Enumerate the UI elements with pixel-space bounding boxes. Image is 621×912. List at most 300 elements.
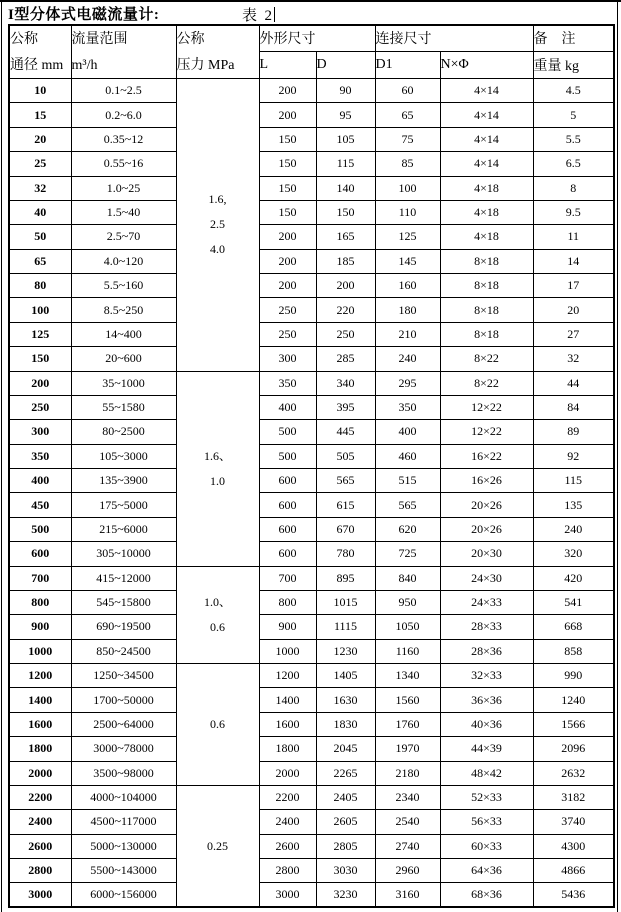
table-row (9, 688, 614, 712)
cell-N-phi: 68×36 (440, 883, 533, 907)
cell-N-phi: 4×14 (440, 127, 533, 151)
cell-flow-range: 5000~130000 (71, 834, 176, 858)
cell-D: 1015 (316, 590, 375, 614)
cell-D: 1630 (316, 688, 375, 712)
cell-L: 2000 (259, 761, 316, 785)
table-row (9, 395, 614, 419)
cell-weight: 8 (533, 176, 614, 200)
cell-N-phi: 36×36 (440, 688, 533, 712)
cell-flow-range: 690~19500 (71, 615, 176, 639)
cell-flow-range: 2.5~70 (71, 225, 176, 249)
cell-diameter: 2400 (9, 810, 71, 834)
table-row (9, 249, 614, 273)
table-row (9, 785, 614, 809)
cell-L: 200 (259, 79, 316, 103)
table-row (9, 712, 614, 736)
cell-N-phi: 12×22 (440, 420, 533, 444)
cell-D1: 950 (375, 590, 440, 614)
cell-N-phi: 8×22 (440, 371, 533, 395)
cell-diameter: 700 (9, 566, 71, 590)
cell-flow-range: 4.0~120 (71, 249, 176, 273)
cell-D1: 1340 (375, 664, 440, 688)
cell-N-phi: 64×36 (440, 859, 533, 883)
cell-weight: 5 (533, 103, 614, 127)
cell-weight: 4300 (533, 834, 614, 858)
cell-weight: 3182 (533, 785, 614, 809)
cell-N-phi: 4×18 (440, 176, 533, 200)
cell-weight: 115 (533, 469, 614, 493)
cell-flow-range: 3000~78000 (71, 737, 176, 761)
cell-flow-range: 215~6000 (71, 517, 176, 541)
cell-L: 500 (259, 420, 316, 444)
cell-D1: 1160 (375, 639, 440, 663)
cell-D1: 60 (375, 79, 440, 103)
page-border-top (0, 0, 621, 2)
cell-weight: 2096 (533, 737, 614, 761)
cell-N-phi: 4×14 (440, 152, 533, 176)
cell-D: 150 (316, 200, 375, 224)
cell-N-phi: 8×18 (440, 274, 533, 298)
cell-D1: 725 (375, 542, 440, 566)
table-row (9, 347, 614, 371)
cell-weight: 44 (533, 371, 614, 395)
cell-flow-range: 4000~104000 (71, 785, 176, 809)
cell-D1: 160 (375, 274, 440, 298)
spec-table-body (9, 79, 614, 908)
cell-N-phi: 16×26 (440, 469, 533, 493)
cell-flow-range: 0.35~12 (71, 127, 176, 151)
cell-D1: 1970 (375, 737, 440, 761)
cell-flow-range: 415~12000 (71, 566, 176, 590)
cell-flow-range: 0.2~6.0 (71, 103, 176, 127)
cell-D: 670 (316, 517, 375, 541)
cell-pressure-group: 1.0、 0.6 (176, 566, 259, 664)
cell-weight: 668 (533, 615, 614, 639)
cell-D1: 350 (375, 395, 440, 419)
header-D: D (316, 51, 375, 78)
table-row (9, 127, 614, 151)
cell-L: 150 (259, 200, 316, 224)
table-row (9, 420, 614, 444)
cell-diameter: 50 (9, 225, 71, 249)
table-row (9, 810, 614, 834)
cell-D: 1405 (316, 664, 375, 688)
cell-D: 165 (316, 225, 375, 249)
cell-D: 2805 (316, 834, 375, 858)
header-weight: 重量 kg (533, 51, 614, 78)
cell-L: 900 (259, 615, 316, 639)
cell-diameter: 2200 (9, 785, 71, 809)
table-row (9, 298, 614, 322)
cell-diameter: 1000 (9, 639, 71, 663)
cell-N-phi: 8×18 (440, 322, 533, 346)
cell-diameter: 350 (9, 444, 71, 468)
cell-D: 445 (316, 420, 375, 444)
table-row (9, 152, 614, 176)
cell-D1: 565 (375, 493, 440, 517)
table-row (9, 834, 614, 858)
cell-flow-range: 105~3000 (71, 444, 176, 468)
cell-diameter: 15 (9, 103, 71, 127)
cell-L: 700 (259, 566, 316, 590)
cell-weight: 2632 (533, 761, 614, 785)
cell-D: 95 (316, 103, 375, 127)
cell-N-phi: 32×33 (440, 664, 533, 688)
cell-L: 200 (259, 249, 316, 273)
cell-N-phi: 20×30 (440, 542, 533, 566)
table-row (9, 639, 614, 663)
page-border-left (1, 0, 2, 912)
cell-weight: 5436 (533, 883, 614, 907)
cell-N-phi: 8×18 (440, 249, 533, 273)
cell-D1: 400 (375, 420, 440, 444)
cell-weight: 3740 (533, 810, 614, 834)
cell-D: 115 (316, 152, 375, 176)
cell-L: 350 (259, 371, 316, 395)
cell-pressure-group: 0.6 (176, 664, 259, 786)
cell-L: 800 (259, 590, 316, 614)
cell-N-phi: 56×33 (440, 810, 533, 834)
cell-diameter: 100 (9, 298, 71, 322)
cell-flow-range: 80~2500 (71, 420, 176, 444)
cell-L: 500 (259, 444, 316, 468)
cell-D: 780 (316, 542, 375, 566)
header-flow-line1: 流量范围 (71, 32, 128, 47)
cell-D: 895 (316, 566, 375, 590)
cell-weight: 135 (533, 493, 614, 517)
table-row (9, 761, 614, 785)
cell-L: 200 (259, 225, 316, 249)
cell-N-phi: 24×33 (440, 590, 533, 614)
cell-D: 1830 (316, 712, 375, 736)
cell-weight: 11 (533, 225, 614, 249)
cell-flow-range: 305~10000 (71, 542, 176, 566)
table-row (9, 664, 614, 688)
cell-N-phi: 52×33 (440, 785, 533, 809)
text-cursor (274, 7, 275, 22)
spec-table-header (9, 25, 614, 79)
header-flow-line2: m³/h (71, 58, 98, 73)
cell-weight: 84 (533, 395, 614, 419)
cell-L: 600 (259, 469, 316, 493)
cell-N-phi: 12×22 (440, 395, 533, 419)
cell-weight: 858 (533, 639, 614, 663)
cell-D1: 3160 (375, 883, 440, 907)
cell-diameter: 2800 (9, 859, 71, 883)
cell-pressure-group: 0.25 (176, 785, 259, 907)
cell-flow-range: 3500~98000 (71, 761, 176, 785)
cell-D: 285 (316, 347, 375, 371)
cell-flow-range: 14~400 (71, 322, 176, 346)
cell-D1: 295 (375, 371, 440, 395)
cell-D: 140 (316, 176, 375, 200)
cell-N-phi: 44×39 (440, 737, 533, 761)
cell-D: 1230 (316, 639, 375, 663)
cell-diameter: 2600 (9, 834, 71, 858)
cell-L: 600 (259, 517, 316, 541)
cell-D1: 1560 (375, 688, 440, 712)
cell-diameter: 1200 (9, 664, 71, 688)
table-row (9, 79, 614, 103)
cell-diameter: 800 (9, 590, 71, 614)
cell-flow-range: 2500~64000 (71, 712, 176, 736)
cell-L: 2600 (259, 834, 316, 858)
table-row (9, 737, 614, 761)
cell-diameter: 250 (9, 395, 71, 419)
cell-weight: 17 (533, 274, 614, 298)
cell-weight: 240 (533, 517, 614, 541)
cell-D: 1115 (316, 615, 375, 639)
cell-L: 200 (259, 103, 316, 127)
cell-N-phi: 4×18 (440, 200, 533, 224)
table-row (9, 542, 614, 566)
cell-D1: 100 (375, 176, 440, 200)
cell-D1: 75 (375, 127, 440, 151)
cell-N-phi: 28×33 (440, 615, 533, 639)
cell-diameter: 900 (9, 615, 71, 639)
cell-flow-range: 0.55~16 (71, 152, 176, 176)
cell-weight: 1566 (533, 712, 614, 736)
header-diameter-line1: 公称 (10, 32, 38, 47)
cell-D1: 2340 (375, 785, 440, 809)
cell-weight: 320 (533, 542, 614, 566)
cell-D1: 1760 (375, 712, 440, 736)
cell-D: 3230 (316, 883, 375, 907)
header-D1: D1 (375, 51, 440, 78)
table-row (9, 615, 614, 639)
cell-N-phi: 28×36 (440, 639, 533, 663)
table-caption-text: 表 2 (242, 8, 273, 24)
cell-D1: 2960 (375, 859, 440, 883)
cell-D1: 240 (375, 347, 440, 371)
header-L: L (259, 51, 316, 78)
table-caption (242, 4, 275, 25)
cell-flow-range: 1250~34500 (71, 664, 176, 688)
cell-weight: 420 (533, 566, 614, 590)
cell-D1: 2540 (375, 810, 440, 834)
cell-flow-range: 175~5000 (71, 493, 176, 517)
cell-weight: 92 (533, 444, 614, 468)
cell-pressure-group: 1.6、 1.0 (176, 371, 259, 566)
cell-L: 2200 (259, 785, 316, 809)
cell-N-phi: 4×18 (440, 225, 533, 249)
cell-D1: 145 (375, 249, 440, 273)
cell-L: 300 (259, 347, 316, 371)
spec-table (8, 24, 615, 908)
table-row (9, 371, 614, 395)
cell-L: 400 (259, 395, 316, 419)
cell-N-phi: 20×26 (440, 493, 533, 517)
cell-N-phi: 8×22 (440, 347, 533, 371)
table-row (9, 469, 614, 493)
table-row (9, 322, 614, 346)
cell-weight: 14 (533, 249, 614, 273)
cell-diameter: 500 (9, 517, 71, 541)
cell-D: 250 (316, 322, 375, 346)
cell-D: 2405 (316, 785, 375, 809)
table-row (9, 225, 614, 249)
cell-L: 200 (259, 274, 316, 298)
table-row (9, 200, 614, 224)
document-title: I型分体式电磁流量计: (8, 7, 160, 23)
cell-D: 565 (316, 469, 375, 493)
cell-weight: 5.5 (533, 127, 614, 151)
cell-weight: 89 (533, 420, 614, 444)
cell-D: 220 (316, 298, 375, 322)
cell-weight: 4.5 (533, 79, 614, 103)
cell-N-phi: 4×14 (440, 103, 533, 127)
cell-L: 250 (259, 298, 316, 322)
cell-diameter: 2000 (9, 761, 71, 785)
cell-diameter: 10 (9, 79, 71, 103)
cell-N-phi: 60×33 (440, 834, 533, 858)
cell-flow-range: 35~1000 (71, 371, 176, 395)
table-row (9, 274, 614, 298)
cell-L: 600 (259, 493, 316, 517)
header-connection-group: 连接尺寸 (375, 25, 533, 51)
table-row (9, 883, 614, 907)
header-flow-range (71, 25, 176, 79)
cell-D1: 110 (375, 200, 440, 224)
cell-D: 2265 (316, 761, 375, 785)
cell-D: 2605 (316, 810, 375, 834)
cell-flow-range: 850~24500 (71, 639, 176, 663)
cell-L: 150 (259, 152, 316, 176)
cell-diameter: 20 (9, 127, 71, 151)
cell-D: 2045 (316, 737, 375, 761)
cell-N-phi: 24×30 (440, 566, 533, 590)
cell-N-phi: 4×14 (440, 79, 533, 103)
cell-weight: 20 (533, 298, 614, 322)
table-row (9, 517, 614, 541)
cell-flow-range: 8.5~250 (71, 298, 176, 322)
cell-diameter: 150 (9, 347, 71, 371)
cell-flow-range: 5.5~160 (71, 274, 176, 298)
cell-L: 1400 (259, 688, 316, 712)
cell-flow-range: 1.0~25 (71, 176, 176, 200)
cell-diameter: 400 (9, 469, 71, 493)
cell-flow-range: 545~15800 (71, 590, 176, 614)
cell-flow-range: 5500~143000 (71, 859, 176, 883)
table-row (9, 103, 614, 127)
cell-D: 340 (316, 371, 375, 395)
cell-N-phi: 48×42 (440, 761, 533, 785)
cell-flow-range: 135~3900 (71, 469, 176, 493)
cell-diameter: 125 (9, 322, 71, 346)
cell-D: 615 (316, 493, 375, 517)
cell-D: 505 (316, 444, 375, 468)
table-row (9, 176, 614, 200)
cell-D1: 65 (375, 103, 440, 127)
title-row (8, 3, 609, 23)
cell-D1: 1050 (375, 615, 440, 639)
cell-diameter: 40 (9, 200, 71, 224)
page-border-right (617, 0, 618, 912)
cell-D: 90 (316, 79, 375, 103)
cell-L: 3000 (259, 883, 316, 907)
cell-pressure-group: 1.6, 2.5 4.0 (176, 79, 259, 372)
cell-N-phi: 40×36 (440, 712, 533, 736)
cell-weight: 1240 (533, 688, 614, 712)
cell-weight: 541 (533, 590, 614, 614)
cell-diameter: 600 (9, 542, 71, 566)
cell-diameter: 1800 (9, 737, 71, 761)
cell-diameter: 1400 (9, 688, 71, 712)
cell-flow-range: 4500~117000 (71, 810, 176, 834)
cell-weight: 9.5 (533, 200, 614, 224)
cell-weight: 990 (533, 664, 614, 688)
cell-L: 250 (259, 322, 316, 346)
header-note-group: 备 注 (533, 25, 614, 51)
header-diameter (9, 25, 71, 79)
header-pressure (176, 25, 259, 79)
cell-L: 2800 (259, 859, 316, 883)
header-pressure-line1: 公称 (176, 32, 205, 47)
cell-L: 600 (259, 542, 316, 566)
cell-N-phi: 20×26 (440, 517, 533, 541)
cell-diameter: 300 (9, 420, 71, 444)
cell-D1: 840 (375, 566, 440, 590)
cell-flow-range: 20~600 (71, 347, 176, 371)
cell-L: 150 (259, 176, 316, 200)
cell-N-phi: 16×22 (440, 444, 533, 468)
cell-D1: 620 (375, 517, 440, 541)
table-row (9, 444, 614, 468)
cell-flow-range: 6000~156000 (71, 883, 176, 907)
cell-weight: 32 (533, 347, 614, 371)
cell-D1: 125 (375, 225, 440, 249)
cell-weight: 6.5 (533, 152, 614, 176)
cell-D: 185 (316, 249, 375, 273)
cell-D: 200 (316, 274, 375, 298)
cell-D1: 2180 (375, 761, 440, 785)
cell-diameter: 200 (9, 371, 71, 395)
table-row (9, 590, 614, 614)
cell-weight: 27 (533, 322, 614, 346)
cell-weight: 4866 (533, 859, 614, 883)
cell-diameter: 3000 (9, 883, 71, 907)
cell-N-phi: 8×18 (440, 298, 533, 322)
cell-D1: 2740 (375, 834, 440, 858)
cell-diameter: 1600 (9, 712, 71, 736)
cell-diameter: 65 (9, 249, 71, 273)
header-pressure-line2: 压力 MPa (176, 58, 235, 73)
header-diameter-line2: 通径 mm (10, 58, 64, 73)
cell-D: 3030 (316, 859, 375, 883)
cell-L: 150 (259, 127, 316, 151)
cell-L: 2400 (259, 810, 316, 834)
cell-D1: 85 (375, 152, 440, 176)
table-row (9, 859, 614, 883)
cell-D1: 210 (375, 322, 440, 346)
header-dimensions-group: 外形尺寸 (259, 25, 375, 51)
table-row (9, 493, 614, 517)
cell-D: 395 (316, 395, 375, 419)
cell-L: 1800 (259, 737, 316, 761)
cell-D1: 180 (375, 298, 440, 322)
cell-D1: 515 (375, 469, 440, 493)
cell-D: 105 (316, 127, 375, 151)
cell-flow-range: 0.1~2.5 (71, 79, 176, 103)
table-row (9, 566, 614, 590)
cell-diameter: 450 (9, 493, 71, 517)
cell-L: 1600 (259, 712, 316, 736)
cell-flow-range: 55~1580 (71, 395, 176, 419)
cell-L: 1200 (259, 664, 316, 688)
header-N-phi: N×Φ (440, 51, 533, 78)
cell-diameter: 32 (9, 176, 71, 200)
cell-D1: 460 (375, 444, 440, 468)
